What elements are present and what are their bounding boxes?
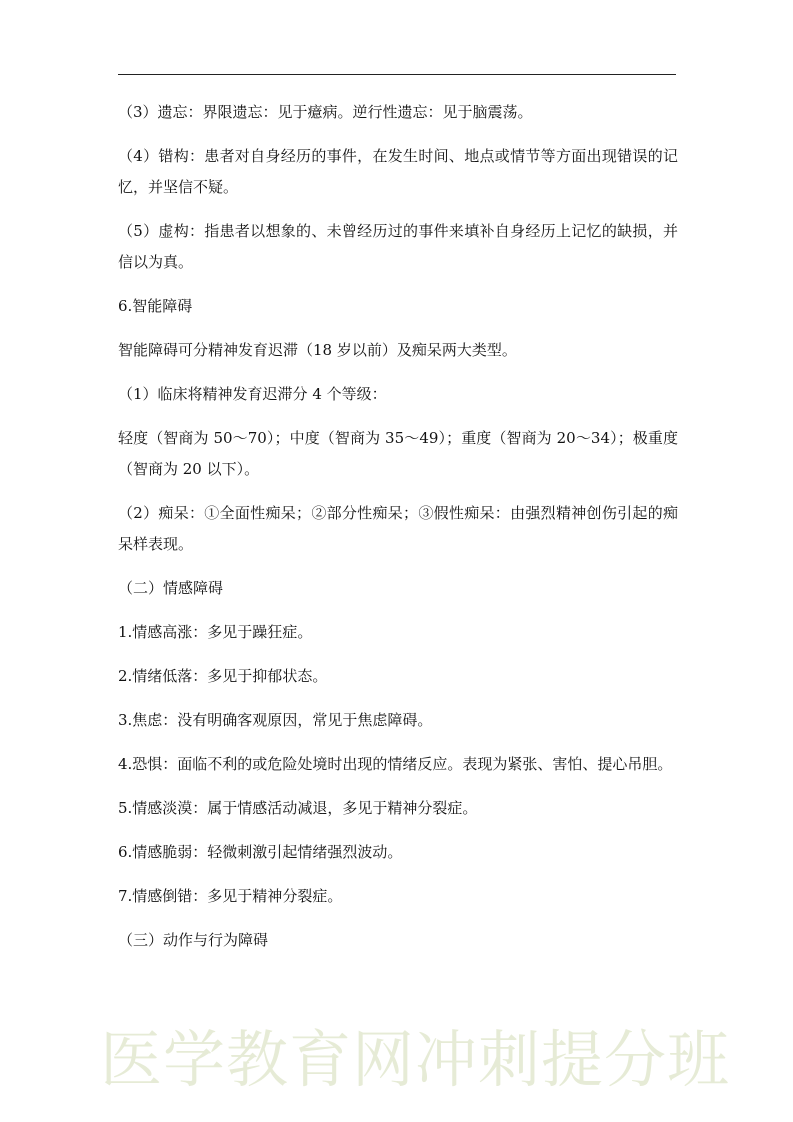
paragraph: 5.情感淡漠：属于情感活动减退，多见于精神分裂症。: [118, 799, 478, 817]
watermark: 医学教育网冲刺提分班: [100, 1023, 731, 1096]
paragraph: （5）虚构：指患者以想象的、未曾经历过的事件来填补自身经历上记忆的缺损，并信以为真。: [118, 222, 678, 271]
paragraph: （4）错构：患者对自身经历的事件，在发生时间、地点或情节等方面出现错误的记忆，并坚信不疑。: [118, 147, 678, 196]
paragraph: 智能障碍可分精神发育迟滞（18 岁以前）及痴呆两大类型。: [118, 341, 517, 359]
paragraph: 6.情感脆弱：轻微刺激引起情绪强烈波动。: [118, 843, 403, 861]
paragraph: 3.焦虑：没有明确客观原因，常见于焦虑障碍。: [118, 711, 433, 729]
paragraph: 7.情感倒错：多见于精神分裂症。: [118, 887, 343, 905]
section-heading: 6.智能障碍: [118, 297, 193, 315]
section-heading: （二）情感障碍: [118, 579, 224, 597]
paragraph: （2）痴呆：①全面性痴呆；②部分性痴呆；③假性痴呆：由强烈精神创伤引起的痴呆样表现。: [118, 504, 678, 553]
paragraph: 2.情绪低落：多见于抑郁状态。: [118, 667, 328, 685]
section-heading: （三）动作与行为障碍: [118, 931, 269, 949]
paragraph: （3）遗忘：界限遗忘：见于癔病。逆行性遗忘：见于脑震荡。: [118, 103, 533, 121]
paragraph: 轻度（智商为 50～70）；中度（智商为 35～49）；重度（智商为 20～34）；极重度（智商为 20 以下）。: [118, 429, 678, 478]
header-rule: [118, 74, 676, 75]
paragraph: （1）临床将精神发育迟滞分 4 个等级：: [118, 385, 387, 403]
paragraph: 4.恐惧：面临不利的或危险处境时出现的情绪反应。表现为紧张、害怕、提心吊胆。: [118, 755, 673, 773]
paragraph: 1.情感高涨：多见于躁狂症。: [118, 623, 313, 641]
document-body: [118, 97, 678, 969]
